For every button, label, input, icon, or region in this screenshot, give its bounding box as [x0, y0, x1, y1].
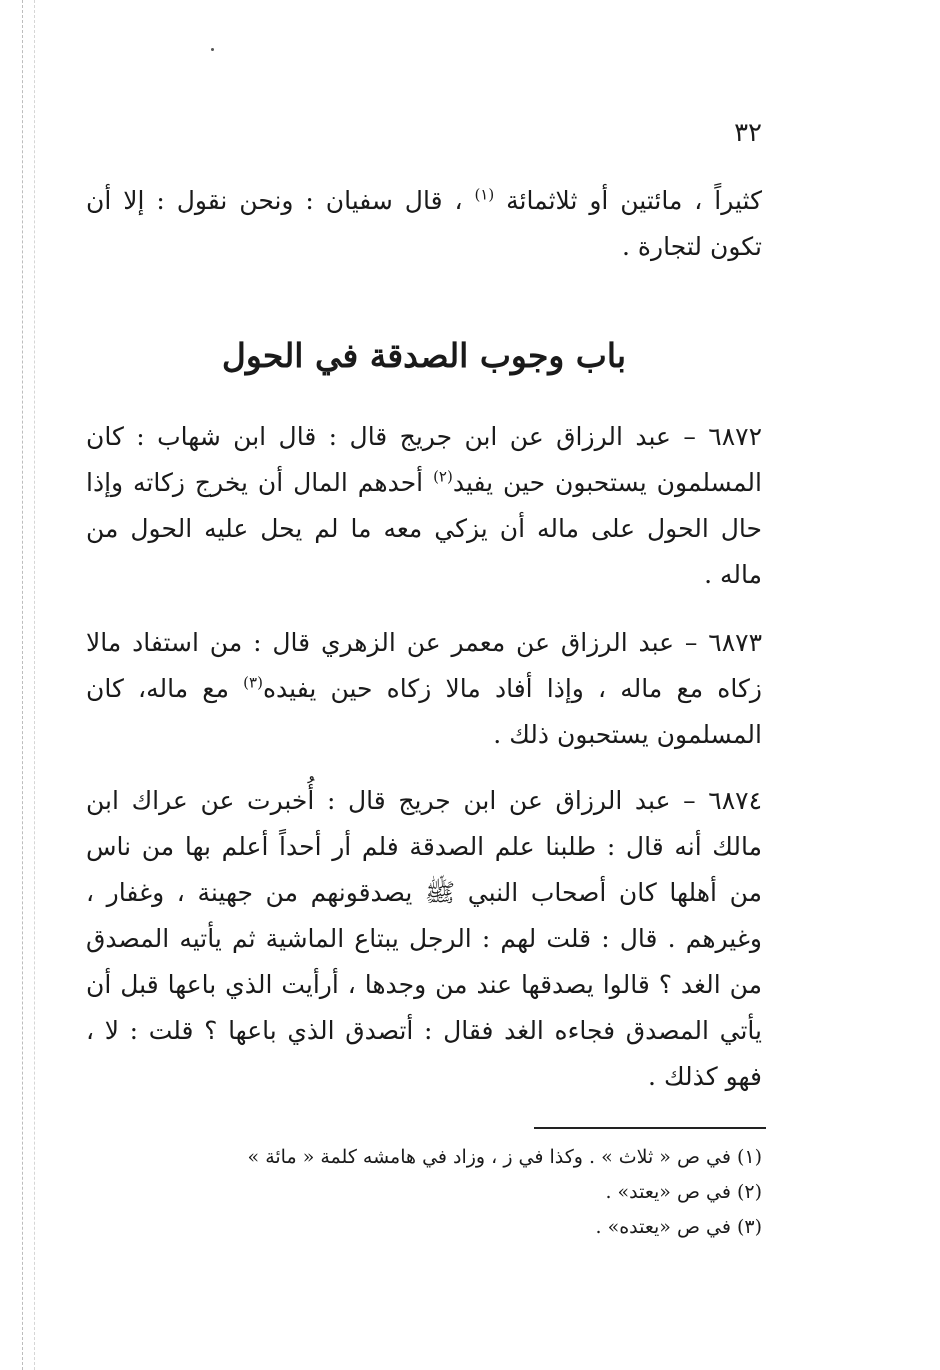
- footnote-number: (٢): [736, 1181, 762, 1203]
- footnote-ref-2: (٢): [433, 467, 453, 486]
- hadith-6873: [86, 620, 762, 758]
- hadith-6874: [86, 778, 762, 1100]
- hadith-text-start: – عبد الرزاق عن معمر عن الزهري قال : من استفاد مالا زكاه مع ماله ، وإذا أفاد مالا زكاه حين يفيده: [86, 628, 763, 703]
- footnote-1: [142, 1140, 762, 1175]
- hadith-number: ٦٨٧٢: [708, 422, 762, 451]
- hadith-6872: [86, 414, 762, 598]
- hadith-number: ٦٨٧٤: [708, 786, 762, 815]
- section-heading: باب وجوب الصدقة في الحول: [221, 336, 627, 375]
- footnote-3: [142, 1210, 762, 1245]
- hadith-number: ٦٨٧٣: [708, 628, 762, 657]
- intro-text-end: ، قال سفيان : ونحن نقول : إلا أن تكون لتجارة .: [86, 186, 762, 261]
- left-margin-rule: [22, 0, 23, 1370]
- footnote-text: في ص « ثلاث » . وكذا في ز ، وزاد في هامشه كلمة « مائة »: [247, 1146, 737, 1168]
- footnote-text: في ص «يعتده» .: [595, 1216, 737, 1238]
- footnote-ref-3: (٣): [243, 673, 263, 692]
- intro-paragraph: [86, 178, 762, 270]
- footnote-number: (١): [736, 1146, 762, 1168]
- page-number: ٣٢: [734, 118, 762, 148]
- hadith-text-end: أحدهم المال أن يخرج زكاته وإذا حال الحول على ماله أن يزكي معه ما لم يحل عليه الحول من ماله .: [86, 468, 762, 589]
- footnote-ref-1: (١): [474, 185, 495, 204]
- left-margin-rule-inner: [34, 0, 35, 1370]
- intro-text-start: كثيراً ، مائتين أو ثلاثمائة: [494, 186, 762, 215]
- hadith-text-start: – عبد الرزاق عن ابن جريج قال : قال ابن شهاب : كان المسلمون يستحبون حين يفيد: [86, 422, 762, 497]
- footnote-2: [142, 1175, 762, 1210]
- footnote-separator: [534, 1127, 766, 1129]
- footnote-number: (٣): [736, 1216, 762, 1238]
- footnotes-list: [142, 1140, 762, 1245]
- hadith-text: – عبد الرزاق عن ابن جريج قال : أُخبرت عن عراك ابن مالك أنه قال : طلبنا علم الصدقة فلم أر أحداً أعلم بها من ناس من أهلها كان أصحاب النبي ﷺ يصدقونهم من جهينة ، وغفار ، وغيرهم . قال : قلت لهم : الرجل يبتاع الماشية ثم يأتيه المصدق من الغد ؟ قالوا يصدقها عند من وجدها ، أرأيت الذي باعها قبل أن يأتي المصدق فجاءه الغد فقال : أتصدق الذي باعها ؟ قلت : لا ، فهو كذلك .: [86, 786, 762, 1091]
- footnote-text: في ص «يعتد» .: [605, 1181, 737, 1203]
- hadith-text-end: مع ماله، كان المسلمون يستحبون ذلك .: [86, 674, 762, 749]
- scan-speck: [211, 48, 214, 51]
